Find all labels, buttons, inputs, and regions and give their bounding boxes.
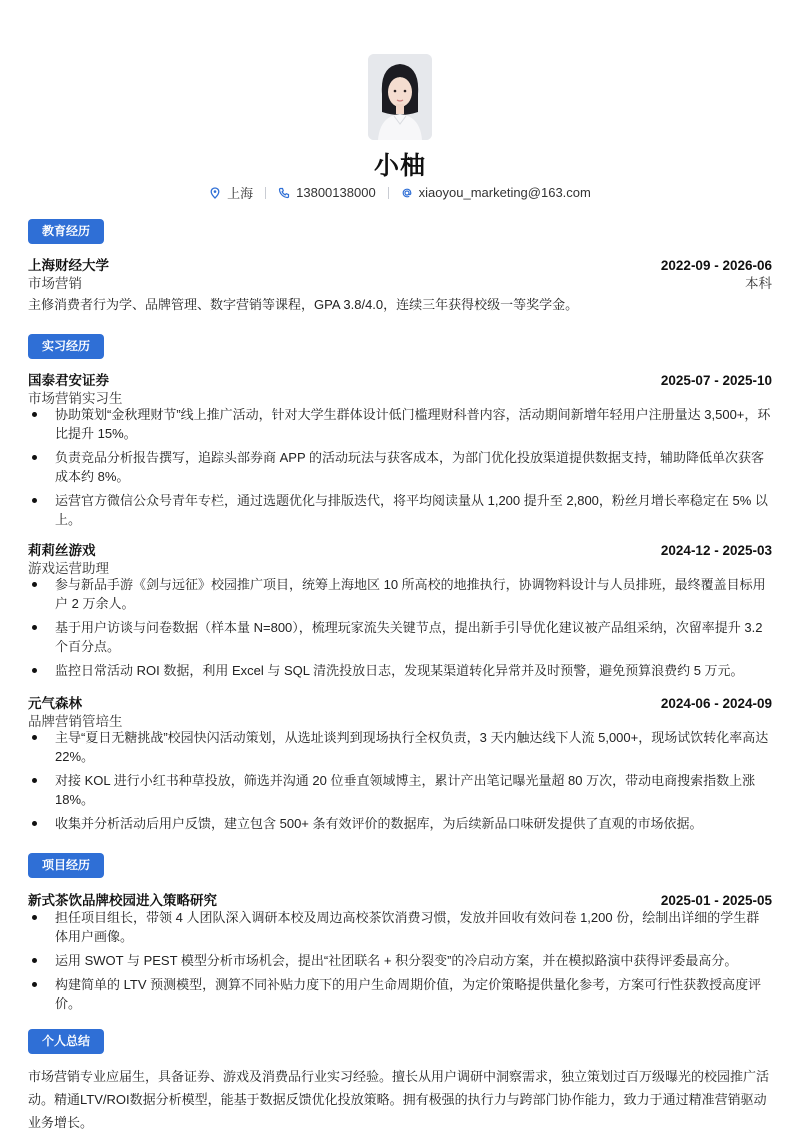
internship-role-row [28, 710, 772, 730]
project-name: 新式茶饮品牌校园进入策略研究 [28, 893, 217, 908]
company-name: 元气森林 [28, 696, 82, 711]
internship-period: 2024-12 - 2025-03 [660, 543, 772, 558]
degree: 本科 [745, 276, 772, 291]
section-title-summary: 个人总结 [28, 1029, 104, 1054]
internship-role-row [28, 387, 772, 407]
list-item: 参与新品手游《剑与远征》校园推广项目，统筹上海地区 10 所高校的地推执行，协调物料设计与人员排班，最终覆盖目标用户 2 万余人。 [28, 575, 772, 613]
education-header [28, 254, 772, 274]
list-item: 运用 SWOT 与 PEST 模型分析市场机会，提出“社团联名 + 积分裂变”的冷启动方案，并在模拟路演中获得评委最高分。 [28, 951, 772, 970]
section-title-education: 教育经历 [28, 219, 104, 244]
education-period: 2022-09 - 2026-06 [660, 258, 772, 273]
candidate-name: 小柚 [373, 152, 426, 180]
list-item: 基于用户访谈与问卷数据（样本量 N=800），梳理玩家流失关键节点，提出新手引导优化建议被产品组采纳，次留率提升 3.2 个百分点。 [28, 618, 772, 656]
section-title-internship: 实习经历 [28, 334, 104, 359]
avatar [368, 54, 432, 140]
internship-header [28, 692, 772, 712]
project-period: 2025-01 - 2025-05 [660, 893, 772, 908]
internship-header [28, 369, 772, 389]
internship-period: 2024-06 - 2024-09 [660, 696, 772, 711]
email-text[interactable]: xiaoyou_marketing@163.com [418, 185, 591, 200]
internship-bullets [28, 575, 772, 685]
education-description: 主修消费者行为学、品牌管理、数字营销等课程，GPA 3.8/4.0，连续三年获得校级一等奖学金。 [28, 297, 579, 312]
phone-icon [278, 187, 290, 199]
education-subheader [28, 272, 772, 292]
divider [388, 187, 389, 199]
internship-role: 游戏运营助理 [28, 561, 109, 576]
company-name: 国泰君安证券 [28, 373, 109, 388]
list-item: 收集并分析活动后用户反馈，建立包含 500+ 条有效评价的数据库，为后续新品口味研发提供了直观的市场依据。 [28, 814, 772, 833]
list-item: 监控日常活动 ROI 数据，利用 Excel 与 SQL 清洗投放日志，发现某渠道转化异常并及时预警，避免预算浪费约 5 万元。 [28, 661, 772, 680]
list-item: 对接 KOL 进行小红书种草投放，筛选并沟通 20 位垂直领域博主，累计产出笔记曝光量超 80 万次，带动电商搜索指数上涨 18%。 [28, 771, 772, 809]
list-item: 构建简单的 LTV 预测模型，测算不同补贴力度下的用户生命周期价值，为定价策略提供量化参考，方案可行性获教授高度评价。 [28, 975, 772, 1013]
divider [265, 187, 266, 199]
contact-bar [0, 183, 800, 202]
internship-bullets [28, 405, 772, 534]
summary-text: 市场营销专业应届生，具备证券、游戏及消费品行业实习经验。擅长从用户调研中洞察需求，独立策划过百万级曝光的校园推广活动。精通LTV/ROI数据分析模型，能基于数据反馈优化投放策略。拥有极强的执行力与跨部门协作能力，致力于通过精准营销驱动业务增长。 [28, 1069, 770, 1130]
internship-role: 品牌营销管培生 [28, 714, 123, 729]
internship-period: 2025-07 - 2025-10 [660, 373, 772, 388]
location-text: 上海 [227, 186, 254, 201]
at-sign-icon [401, 187, 413, 199]
project-bullets [28, 908, 772, 1018]
list-item: 负责竞品分析报告撰写，追踪头部券商 APP 的活动玩法与获客成本，为部门优化投放渠道提供数据支持，辅助降低单次获客成本约 8%。 [28, 448, 772, 486]
location-pin-icon [209, 187, 221, 199]
list-item: 运营官方微信公众号青年专栏，通过选题优化与排版迭代，将平均阅读量从 1,200 提升至 2,800，粉丝月增长率稳定在 5% 以上。 [28, 491, 772, 529]
internship-header [28, 539, 772, 559]
phone-text: 13800138000 [296, 185, 376, 200]
list-item: 担任项目组长，带领 4 人团队深入调研本校及周边高校茶饮消费习惯，发放并回收有效问卷 1,200 份，绘制出详细的学生群体用户画像。 [28, 908, 772, 946]
section-title-project: 项目经历 [28, 853, 104, 878]
contact-location [209, 183, 253, 202]
project-header [28, 889, 772, 909]
internship-role-row [28, 557, 772, 577]
internship-bullets [28, 728, 772, 838]
internship-role: 市场营销实习生 [28, 391, 123, 406]
major: 市场营销 [28, 276, 82, 291]
contact-email[interactable] [401, 185, 591, 200]
school-name: 上海财经大学 [28, 258, 109, 273]
company-name: 莉莉丝游戏 [28, 543, 96, 558]
list-item: 协助策划“金秋理财节”线上推广活动，针对大学生群体设计低门槛理财科普内容，活动期间新增年轻用户注册量达 3,500+，环比提升 15%。 [28, 405, 772, 443]
list-item: 主导“夏日无糖挑战”校园快闪活动策划，从选址谈判到现场执行全权负责，3 天内触达线下人流 5,000+，现场试饮转化率高达 22%。 [28, 728, 772, 766]
contact-phone [278, 185, 376, 200]
